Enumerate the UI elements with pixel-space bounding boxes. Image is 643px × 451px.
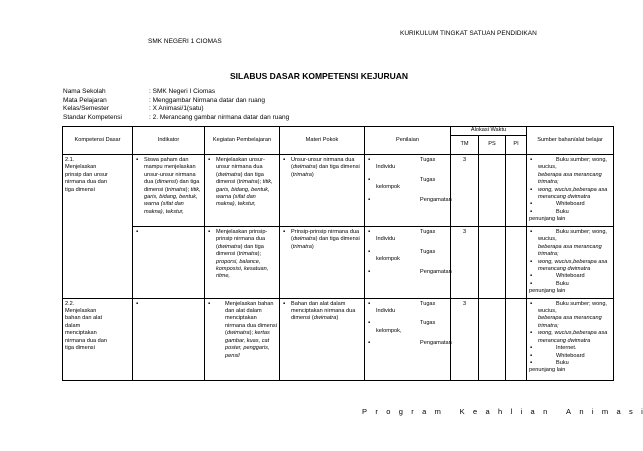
pi-cell [506,298,527,380]
list-item: ▪ Tugas Individu [367,301,448,316]
col-header-kegiatan: Kegiatan Pembelajaran [205,127,280,155]
col-header-alokasi: Alokasi Waktu [451,127,527,136]
col-header-ps: PS [479,136,506,155]
list-item: penunjang lain [529,216,566,223]
kegiatan-cell [205,227,280,299]
kd-cell: 2.1.Menjelaskan prinsip dan unsur nirmana dua dan tiga dimensi [63,155,133,299]
col-header-kd: Kompetensi Dasar [63,127,133,155]
footer-word-keahlian: K e a h l i a n [459,407,548,416]
table-row [63,298,614,380]
tm-cell: 3 [451,298,479,380]
sumber-cell [527,227,614,299]
list-item: penunjang lain [529,288,566,295]
info-block [63,88,289,122]
ps-cell [479,227,506,299]
list-item: ▪ Pengamatan [367,269,448,276]
list-item: ▪ Buku [529,281,611,288]
penilaian-cell [365,227,451,299]
list-item: ▪ Pengamatan [367,340,448,347]
list-item: ▪ Buku sumber; wong, wucius, beberapa asa merancang trimatra; [529,301,611,331]
list-item: ▪ wong, wucius,beberapa asa merancang dwimatra [529,259,611,274]
list-item: ▪ Menjelaskan prinsip-prinsip nirmana dua (dwimatra) dan tiga dimensi (trimatra); proporsi, balance, komposisi, kesatuan, ritme, [207,229,277,281]
col-header-sumber: Sumber bahan/alat belajar [527,127,614,155]
col-header-indikator: Indikator [133,127,205,155]
penilaian-cell [365,298,451,380]
kegiatan-cell [205,155,280,227]
info-row-standard: Standar Kompetensi : 2. Merancang gambar nirmana datar dan ruang [63,113,290,121]
tm-cell: 3 [451,155,479,227]
curriculum-header: KURIKULUM TINGKAT SATUAN PENDIDIKAN [400,30,537,37]
list-item: ▪ Internet. [529,345,611,352]
kd-cell: 2.2.Menjelaskan bahan dan alat dalam menciptakan nirmana dua dan tiga dimensi [63,298,133,380]
list-item: ▪ Tugas Individu [367,229,448,244]
table-row [63,227,614,299]
list-item: ▪ wong, wucius,beberapa asa merancang dwimatra [529,330,611,345]
indikator-cell [133,227,205,299]
list-item: ▪ Pengamatan [367,197,448,204]
list-item: ▪ wong, wucius,beberapa asa merancang dwimatra [529,187,611,202]
school-header: SMK NEGERI 1 CIOMAS [148,38,222,45]
info-row-class: Kelas/Semester : X Animasi/1(satu) [63,105,204,113]
pi-cell [506,155,527,227]
penilaian-cell [365,155,451,227]
list-item: ▪ Tugas kelompok, [367,320,448,335]
list-item: ▪ Buku [529,360,611,367]
materi-cell [280,227,365,299]
list-item: ▪ Whiteboard [529,273,611,280]
list-item: ▪ Whiteboard [529,201,611,208]
list-item: ▪ Prinsip-prinsip nirmana dua (dwimatra) dan tiga dimensi (trimatra) [282,229,362,251]
ps-cell [479,298,506,380]
kegiatan-cell [205,298,280,380]
info-row-subject: Mata Pelajaran : Menggambar Nirmana datar dan ruang [63,96,265,104]
pi-cell [506,227,527,299]
list-item: penunjang lain [529,367,566,374]
list-item: ▪ Tugas kelompok [367,177,448,192]
ps-cell [479,155,506,227]
list-item: ▪ Buku sumber; wong, wucius, beberapa asa merancang trimatra; [529,157,611,187]
col-header-tm: TM [451,136,479,155]
indikator-cell [133,155,205,227]
list-item: ▪ Tugas Individu [367,157,448,172]
tm-cell: 3 [451,227,479,299]
footer-program [362,407,643,416]
indikator-cell [133,298,205,380]
sumber-cell [527,298,614,380]
footer-word-program: P r o g r a m [362,407,441,416]
materi-cell [280,298,365,380]
materi-cell [280,155,365,227]
list-item: ▪ Menjelaskan bahan dan alat dalam menciptakan nirmana dua dimensi (dwimatra); kertas gambar, kuas, cat poster, penggaris, pensil [207,301,277,360]
table-row [63,155,614,227]
list-item: ▪ Siswa paham dan mampu menjelaskan unsur-unsur nirmana dua (dimensi) dan tiga dimensi (trimatra); titik, garis, bidang, bentuk, warna (sifat dan makna), tekstur, [135,157,202,216]
list-item: ▪ Tugas kelompok [367,249,448,264]
list-item: ▪ Unsur-unsur nirmana dua (dwimatra) dan tiga dimensi (trimatra) [282,157,362,179]
list-item: ▪ Whiteboard [529,353,611,360]
col-header-materi: Materi Pokok [280,127,365,155]
list-item: ▪ Buku [529,209,611,216]
info-row-school: Nama Sekolah : SMK Negeri I Ciomas [63,88,216,95]
syllabus-table [62,126,614,381]
col-header-penilaian: Penilaian [365,127,451,155]
footer-word-animasi: A n i m a s i [566,407,643,416]
col-header-pi: PI [506,136,527,155]
sumber-cell [527,155,614,227]
document-title: SILABUS DASAR KOMPETENSI KEJURUAN [229,71,409,81]
list-item: ▪ Buku sumber; wong, wucius, beberapa asa merancang trimatra; [529,229,611,259]
list-item: ▪ Bahan dan alat dalam menciptakan nirmana dua dimensi (dwimatra) [282,301,362,323]
list-item: ▪ Menjelaskan unsur-unsur nirmana dua (dwimatra) dan tiga dimensi (trimatra); titik, garis, bidang, bentuk, warna (sifat dan makna), tekstur, [207,157,277,209]
